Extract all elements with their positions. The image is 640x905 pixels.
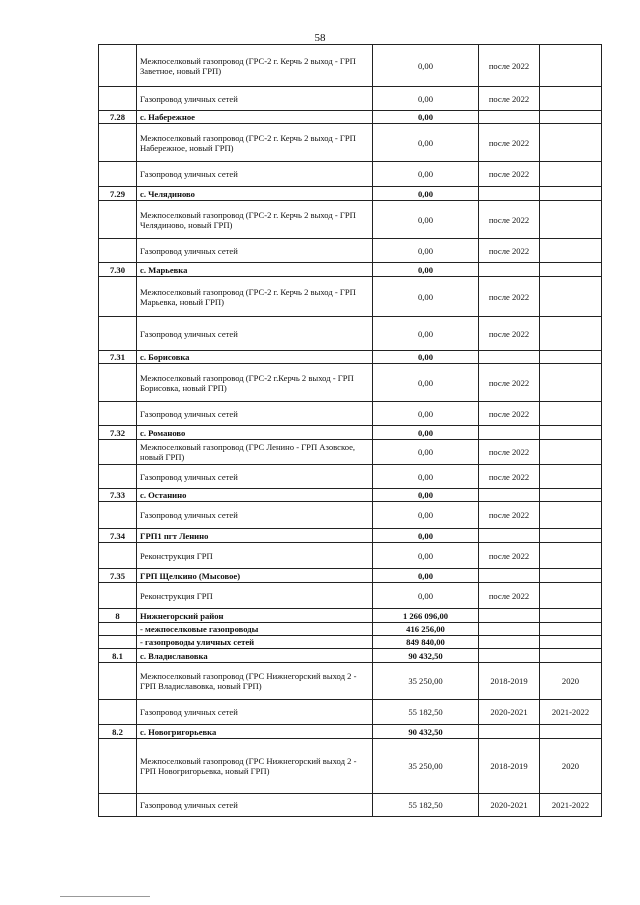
row-name: Газопровод уличных сетей [137, 402, 373, 426]
table-row [99, 502, 602, 529]
row-period-1: после 2022 [479, 201, 540, 239]
row-value: 0,00 [373, 201, 479, 239]
table-row [99, 364, 602, 402]
row-period-1 [479, 351, 540, 364]
page-number: 58 [314, 32, 326, 44]
row-value: 0,00 [373, 489, 479, 502]
table-row [99, 529, 602, 543]
row-value: 35 250,00 [373, 663, 479, 700]
table-row [99, 45, 602, 87]
table-body [99, 45, 602, 817]
table-row [99, 351, 602, 364]
row-name: Газопровод уличных сетей [137, 465, 373, 489]
row-period-2 [540, 111, 602, 124]
row-value: 0,00 [373, 426, 479, 440]
row-period-2 [540, 201, 602, 239]
footer-rule [60, 896, 150, 897]
table-row [99, 636, 602, 649]
row-period-1: после 2022 [479, 465, 540, 489]
row-number: 7.34 [99, 529, 137, 543]
row-number: 7.31 [99, 351, 137, 364]
row-name: Газопровод уличных сетей [137, 317, 373, 351]
row-name: Газопровод уличных сетей [137, 87, 373, 111]
row-name: с. Марьевка [137, 263, 373, 277]
row-value: 0,00 [373, 364, 479, 402]
row-number [99, 663, 137, 700]
row-number [99, 201, 137, 239]
row-number: 7.33 [99, 489, 137, 502]
row-number [99, 502, 137, 529]
row-period-1: 2018-2019 [479, 663, 540, 700]
row-name: Реконструкция ГРП [137, 543, 373, 569]
row-period-1 [479, 263, 540, 277]
row-period-2: 2021-2022 [540, 700, 602, 725]
row-period-2 [540, 124, 602, 162]
row-number: 8.2 [99, 725, 137, 739]
row-name: Межпоселковый газопровод (ГРС-2 г. Керчь 2 выход - ГРП Челядиново, новый ГРП) [137, 201, 373, 239]
row-name: с. Владиславовка [137, 649, 373, 663]
row-number: 7.29 [99, 187, 137, 201]
row-period-1 [479, 529, 540, 543]
row-name: Реконструкция ГРП [137, 583, 373, 609]
row-period-2: 2020 [540, 663, 602, 700]
row-name: Газопровод уличных сетей [137, 502, 373, 529]
row-period-1: 2020-2021 [479, 794, 540, 817]
row-number [99, 124, 137, 162]
row-period-1 [479, 111, 540, 124]
row-value: 0,00 [373, 317, 479, 351]
row-period-2 [540, 502, 602, 529]
row-period-2 [540, 426, 602, 440]
row-period-1: после 2022 [479, 45, 540, 87]
row-period-2: 2020 [540, 739, 602, 794]
row-value: 0,00 [373, 543, 479, 569]
table-row [99, 277, 602, 317]
row-period-2 [540, 489, 602, 502]
row-value: 90 432,50 [373, 649, 479, 663]
table-row [99, 649, 602, 663]
row-name: Межпоселковый газопровод (ГРС-2 г. Керчь 2 выход - ГРП Марьевка, новый ГРП) [137, 277, 373, 317]
row-name: с. Челядиново [137, 187, 373, 201]
table-row [99, 426, 602, 440]
row-value: 0,00 [373, 351, 479, 364]
row-value: 0,00 [373, 263, 479, 277]
row-period-1 [479, 725, 540, 739]
row-period-1: после 2022 [479, 440, 540, 465]
row-name: Межпоселковый газопровод (ГРС-2 г. Керчь 2 выход - ГРП Заветное, новый ГРП) [137, 45, 373, 87]
table-row [99, 489, 602, 502]
row-period-2 [540, 364, 602, 402]
row-number [99, 465, 137, 489]
row-period-1: после 2022 [479, 239, 540, 263]
row-number: 7.32 [99, 426, 137, 440]
row-name: ГРП Щелкино (Мысовое) [137, 569, 373, 583]
row-period-1: после 2022 [479, 277, 540, 317]
table-row [99, 794, 602, 817]
row-number [99, 636, 137, 649]
table-row [99, 239, 602, 263]
table-row [99, 402, 602, 426]
row-name: Межпоселковый газопровод (ГРС-2 г. Керчь 2 выход - ГРП Набережное, новый ГРП) [137, 124, 373, 162]
row-period-1 [479, 609, 540, 623]
row-period-1 [479, 623, 540, 636]
table-row [99, 725, 602, 739]
table-row [99, 543, 602, 569]
row-value: 0,00 [373, 402, 479, 426]
row-period-2 [540, 187, 602, 201]
row-period-2 [540, 465, 602, 489]
row-name: Нижнегорский район [137, 609, 373, 623]
row-name: Межпоселковый газопровод (ГРС-2 г.Керчь 2 выход - ГРП Борисовка, новый ГРП) [137, 364, 373, 402]
table-row [99, 663, 602, 700]
row-period-2 [540, 569, 602, 583]
row-value: 0,00 [373, 45, 479, 87]
row-period-1: после 2022 [479, 162, 540, 187]
row-period-1 [479, 489, 540, 502]
row-period-1: 2020-2021 [479, 700, 540, 725]
row-period-2 [540, 609, 602, 623]
row-name: Межпоселковый газопровод (ГРС Нижнегорский выход 2 - ГРП Владиславовка, новый ГРП) [137, 663, 373, 700]
row-number [99, 277, 137, 317]
row-value: 416 256,00 [373, 623, 479, 636]
row-number [99, 739, 137, 794]
row-value: 0,00 [373, 162, 479, 187]
row-number [99, 700, 137, 725]
row-number [99, 402, 137, 426]
row-period-1: после 2022 [479, 317, 540, 351]
row-value: 0,00 [373, 502, 479, 529]
row-value: 0,00 [373, 440, 479, 465]
row-number [99, 543, 137, 569]
table-row [99, 440, 602, 465]
row-name: с. Борисовка [137, 351, 373, 364]
row-period-1: после 2022 [479, 502, 540, 529]
row-period-1 [479, 426, 540, 440]
row-period-1: после 2022 [479, 543, 540, 569]
row-period-1 [479, 569, 540, 583]
table-row [99, 201, 602, 239]
row-value: 1 266 096,00 [373, 609, 479, 623]
row-name: Межпоселковый газопровод (ГРС Нижнегорский выход 2 - ГРП Новогригорьевка, новый ГРП) [137, 739, 373, 794]
row-name: ГРП1 пгт Ленино [137, 529, 373, 543]
row-number [99, 440, 137, 465]
row-period-2 [540, 623, 602, 636]
row-value: 0,00 [373, 583, 479, 609]
row-number: 7.30 [99, 263, 137, 277]
row-value: 0,00 [373, 277, 479, 317]
row-value: 90 432,50 [373, 725, 479, 739]
row-period-2 [540, 402, 602, 426]
row-value: 0,00 [373, 465, 479, 489]
row-number [99, 623, 137, 636]
row-value: 35 250,00 [373, 739, 479, 794]
row-period-2 [540, 725, 602, 739]
row-name: Газопровод уличных сетей [137, 700, 373, 725]
row-period-1 [479, 649, 540, 663]
row-period-1: после 2022 [479, 124, 540, 162]
row-period-1: после 2022 [479, 87, 540, 111]
row-value: 0,00 [373, 569, 479, 583]
row-name: Межпоселковый газопровод (ГРС Ленино - ГРП Азовское, новый ГРП) [137, 440, 373, 465]
row-number [99, 364, 137, 402]
row-name: Газопровод уличных сетей [137, 162, 373, 187]
row-period-2 [540, 45, 602, 87]
table-row [99, 111, 602, 124]
table-row [99, 465, 602, 489]
row-period-2 [540, 87, 602, 111]
row-period-2 [540, 529, 602, 543]
row-number [99, 794, 137, 817]
row-name: - газопроводы уличных сетей [137, 636, 373, 649]
row-name: с. Романово [137, 426, 373, 440]
table-row [99, 569, 602, 583]
table-row [99, 162, 602, 187]
row-period-2 [540, 440, 602, 465]
row-value: 0,00 [373, 239, 479, 263]
row-period-2: 2021-2022 [540, 794, 602, 817]
table-row [99, 263, 602, 277]
row-value: 55 182,50 [373, 700, 479, 725]
row-period-2 [540, 543, 602, 569]
row-period-1 [479, 636, 540, 649]
gas-pipeline-table [98, 44, 602, 817]
table-row [99, 124, 602, 162]
row-period-2 [540, 636, 602, 649]
row-period-2 [540, 317, 602, 351]
row-period-2 [540, 263, 602, 277]
table-row [99, 623, 602, 636]
row-value: 55 182,50 [373, 794, 479, 817]
row-period-2 [540, 162, 602, 187]
row-number [99, 87, 137, 111]
row-name: Газопровод уличных сетей [137, 794, 373, 817]
row-period-1: после 2022 [479, 402, 540, 426]
row-number [99, 317, 137, 351]
row-value: 0,00 [373, 111, 479, 124]
row-name: Газопровод уличных сетей [137, 239, 373, 263]
table-row [99, 700, 602, 725]
row-number: 7.28 [99, 111, 137, 124]
row-name: с. Набережное [137, 111, 373, 124]
row-value: 0,00 [373, 87, 479, 111]
row-period-1: 2018-2019 [479, 739, 540, 794]
row-name: с. Новогригорьевка [137, 725, 373, 739]
row-number [99, 583, 137, 609]
row-value: 0,00 [373, 529, 479, 543]
row-number [99, 239, 137, 263]
row-number [99, 45, 137, 87]
row-period-2 [540, 351, 602, 364]
row-number: 8.1 [99, 649, 137, 663]
row-name: с. Останино [137, 489, 373, 502]
row-value: 0,00 [373, 187, 479, 201]
table-row [99, 87, 602, 111]
row-name: - межпоселковые газопроводы [137, 623, 373, 636]
table-row [99, 187, 602, 201]
row-period-2 [540, 583, 602, 609]
table-row [99, 583, 602, 609]
row-period-1 [479, 187, 540, 201]
row-period-2 [540, 649, 602, 663]
row-period-2 [540, 239, 602, 263]
row-number [99, 162, 137, 187]
row-value: 849 840,00 [373, 636, 479, 649]
row-period-1: после 2022 [479, 364, 540, 402]
row-number: 7.35 [99, 569, 137, 583]
row-period-2 [540, 277, 602, 317]
table-row [99, 317, 602, 351]
row-number: 8 [99, 609, 137, 623]
table-row [99, 739, 602, 794]
row-value: 0,00 [373, 124, 479, 162]
row-period-1: после 2022 [479, 583, 540, 609]
table-row [99, 609, 602, 623]
